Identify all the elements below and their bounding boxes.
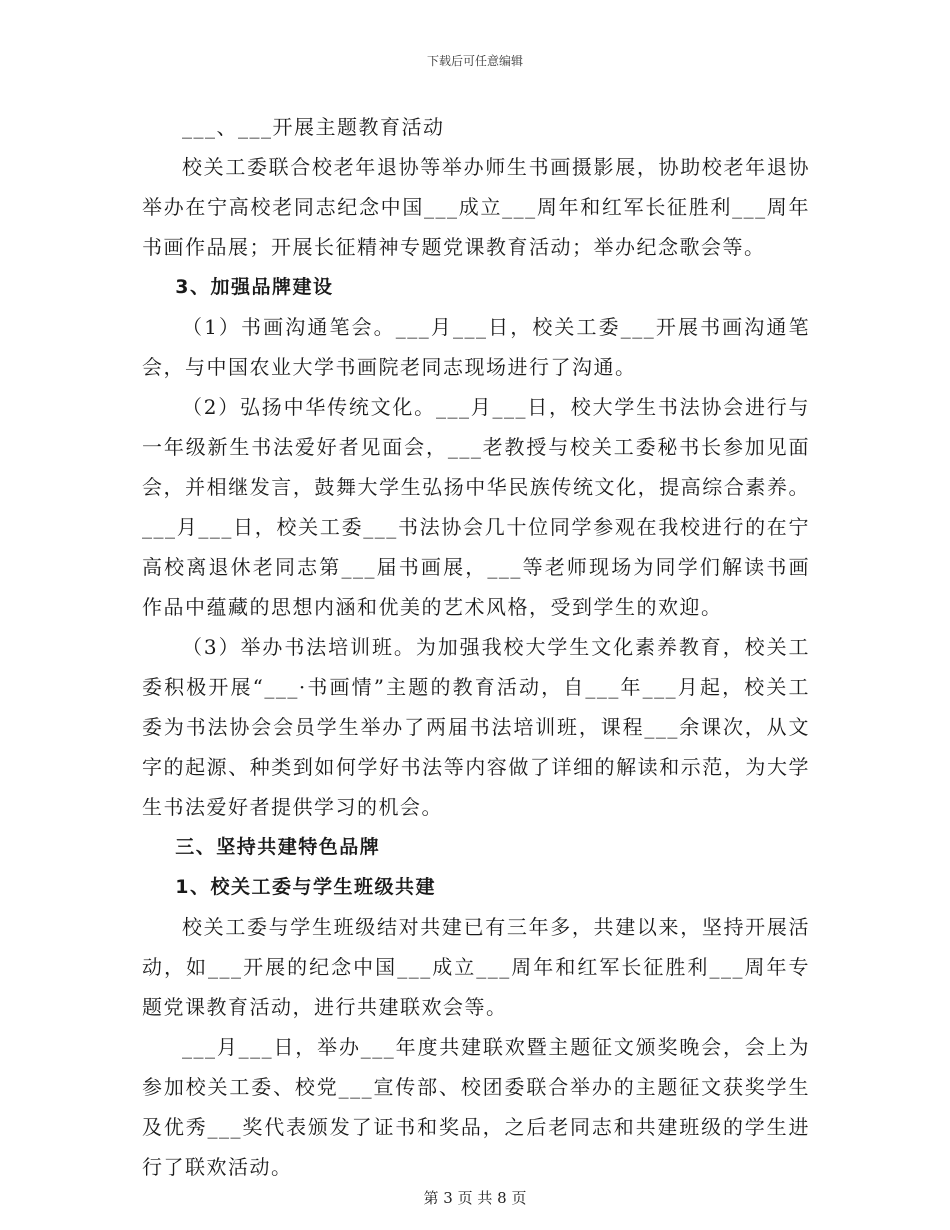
body-paragraph: （3）举办书法培训班。为加强我校大学生文化素养教育，校关工委积极开展“___·书画情”主题的教育活动，自___年___月起，校关工委为书法协会会员学生举办了两届书法培训班，课程___余课次，从文字的起源、种类到如何学好书法等内容做了详细的解读和示范，为大学生书法爱好者提供学习的机会。 xyxy=(142,635,810,819)
section-subheading: ___、___开展主题教育活动 xyxy=(182,115,445,139)
body-paragraph: 校关工委与学生班级结对共建已有三年多，共建以来，坚持开展活动，如___开展的纪念中国___成立___周年和红军长征胜利___周年专题党课教育活动，进行共建联欢会等。 xyxy=(142,915,810,1019)
body-paragraph: ___月___日，举办___年度共建联欢暨主题征文颁奖晚会，会上为参加校关工委、校党___宣传部、校团委联合举办的主题征文获奖学生及优秀___奖代表颁发了证书和奖品，之后老同志和共建班级的学生进行了联欢活动。 xyxy=(142,1035,810,1179)
body-paragraph: （2）弘扬中华传统文化。___月___日，校大学生书法协会进行与一年级新生书法爱好者见面会，___老教授与校关工委秘书长参加见面会，并相继发言，鼓舞大学生弘扬中华民族传统文化，提高综合素养。___月___日，校关工委___书法协会几十位同学参观在我校进行的在宁高校离退休老同志第___届书画展，___等老师现场为同学们解读书画作品中蕴藏的思想内涵和优美的艺术风格，受到学生的欢迎。 xyxy=(142,395,810,619)
document-body xyxy=(142,107,810,1187)
page-footer: 第 3 页 共 8 页 xyxy=(423,1189,527,1207)
body-paragraph: （1）书画沟通笔会。___月___日，校关工委___开展书画沟通笔会，与中国农业大学书画院老同志现场进行了沟通。 xyxy=(142,315,810,379)
section-heading: 3、加强品牌建设 xyxy=(175,276,334,298)
section-heading: 1、校关工委与学生班级共建 xyxy=(175,876,436,898)
section-heading: 三、坚持共建特色品牌 xyxy=(175,836,381,858)
body-paragraph: 校关工委联合校老年退协等举办师生书画摄影展，协助校老年退协举办在宁高校老同志纪念中国___成立___周年和红军长征胜利___周年书画作品展；开展长征精神专题党课教育活动；举办纪念歌会等。 xyxy=(142,155,810,259)
page-header: 下载后可任意编辑 xyxy=(426,54,523,68)
